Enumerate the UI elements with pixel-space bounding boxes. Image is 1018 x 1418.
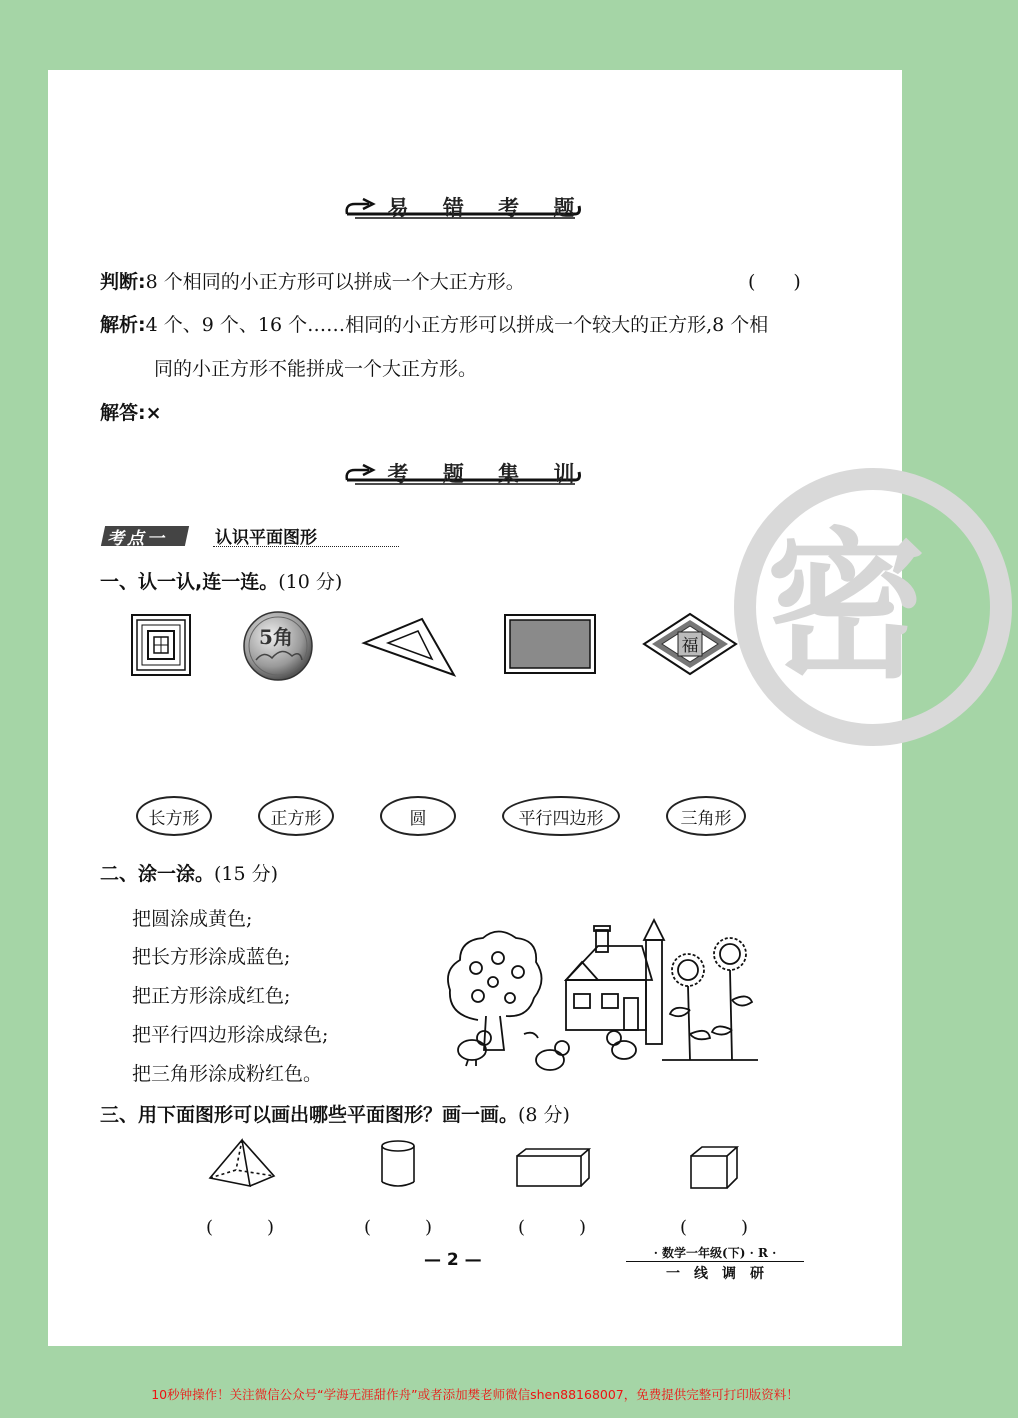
q2-instruction: 把三角形涂成粉红色。: [132, 1063, 323, 1085]
analysis-line-2: 同的小正方形不能拼成一个大正方形。: [154, 358, 478, 380]
oval-square-label[interactable]: 正方形: [258, 796, 334, 836]
coin-denomination: 5角: [259, 625, 293, 649]
oval-circle-label[interactable]: 圆: [380, 796, 456, 836]
banner-char: 题: [553, 195, 575, 220]
answer-label: 解答:: [100, 402, 146, 424]
q2-instruction: 把圆涂成黄色;: [132, 908, 253, 930]
banner-char: 题: [442, 461, 464, 486]
worksheet-page: [48, 70, 927, 1346]
triangle-ruler-image: [360, 615, 460, 683]
book-series-name: 一 线 调 研: [666, 1266, 764, 1282]
answer-paren[interactable]: ( ): [206, 1217, 275, 1238]
banner-char: 易: [387, 195, 409, 220]
fu-diamond-image: [642, 612, 738, 680]
watermark-seal: [728, 462, 1018, 752]
coin-image: [242, 610, 314, 686]
topic-tag: 考点一: [107, 529, 167, 549]
blackboard-image: [504, 614, 596, 678]
banner-title: [381, 192, 581, 222]
banner-char: 训: [553, 461, 575, 486]
q2-instruction: 把平行四边形涂成绿色;: [132, 1024, 329, 1046]
analysis-label: 解析:: [100, 314, 146, 336]
banner-exam-practice: [343, 456, 583, 490]
book-series-rule: [626, 1261, 804, 1262]
banner-error-prone: [343, 190, 583, 224]
cuboid-image: [514, 1146, 592, 1192]
promo-footer: 10秒钟操作！关注微信公众号“学海无涯甜作舟”或者添加樊老师微信shen88168007，免费提供完整可打印版资料！: [151, 1387, 799, 1402]
book-series-label: · 数学一年级(下) · R ·: [653, 1246, 777, 1260]
answer-line: [100, 398, 162, 425]
pyramid-image: [206, 1138, 278, 1194]
topic-title: 认识平面图形: [215, 528, 317, 548]
banner-char: 错: [442, 195, 464, 220]
topic-underline: [213, 546, 399, 547]
analysis-line-1: [100, 310, 768, 337]
banner-char: 考: [498, 195, 520, 220]
judgment-text: 8 个相同的小正方形可以拼成一个大正方形。: [145, 271, 525, 293]
q2-title: 二、涂一涂。(15 分): [100, 863, 279, 885]
q2-instruction: 把正方形涂成红色;: [132, 985, 291, 1007]
oval-rectangle-label[interactable]: 长方形: [136, 796, 212, 836]
judgment-answer-paren: ( ): [748, 271, 801, 293]
answer-paren[interactable]: ( ): [364, 1217, 433, 1238]
fu-char: 福: [681, 636, 699, 656]
answer-value: ×: [145, 402, 162, 424]
analysis-text-1: 4 个、9 个、16 个……相同的小正方形可以拼成一个较大的正方形,8 个相: [145, 314, 769, 336]
cube-image: [688, 1144, 740, 1194]
coloring-scene-image: [438, 910, 758, 1074]
answer-paren[interactable]: ( ): [680, 1217, 749, 1238]
answer-paren[interactable]: ( ): [518, 1217, 587, 1238]
judgment-question: [100, 267, 525, 294]
q3-title: 三、用下面图形可以画出哪些平面图形？画一画。(8 分): [100, 1104, 570, 1126]
banner-title: [381, 458, 581, 488]
oval-parallelogram-label[interactable]: 平行四边形: [502, 796, 620, 836]
cylinder-image: [378, 1138, 418, 1194]
q1-title: 一、认一认,连一连。(10 分): [100, 571, 343, 593]
q2-instruction: 把长方形涂成蓝色;: [132, 946, 291, 968]
watermark-char: 密: [765, 513, 927, 700]
banner-char: 考: [387, 461, 409, 486]
banner-char: 集: [498, 461, 520, 486]
oval-triangle-label[interactable]: 三角形: [666, 796, 746, 836]
page-number: — 2 —: [424, 1250, 482, 1270]
judgment-label: 判断:: [100, 271, 146, 293]
framed-square-image: [130, 613, 192, 681]
